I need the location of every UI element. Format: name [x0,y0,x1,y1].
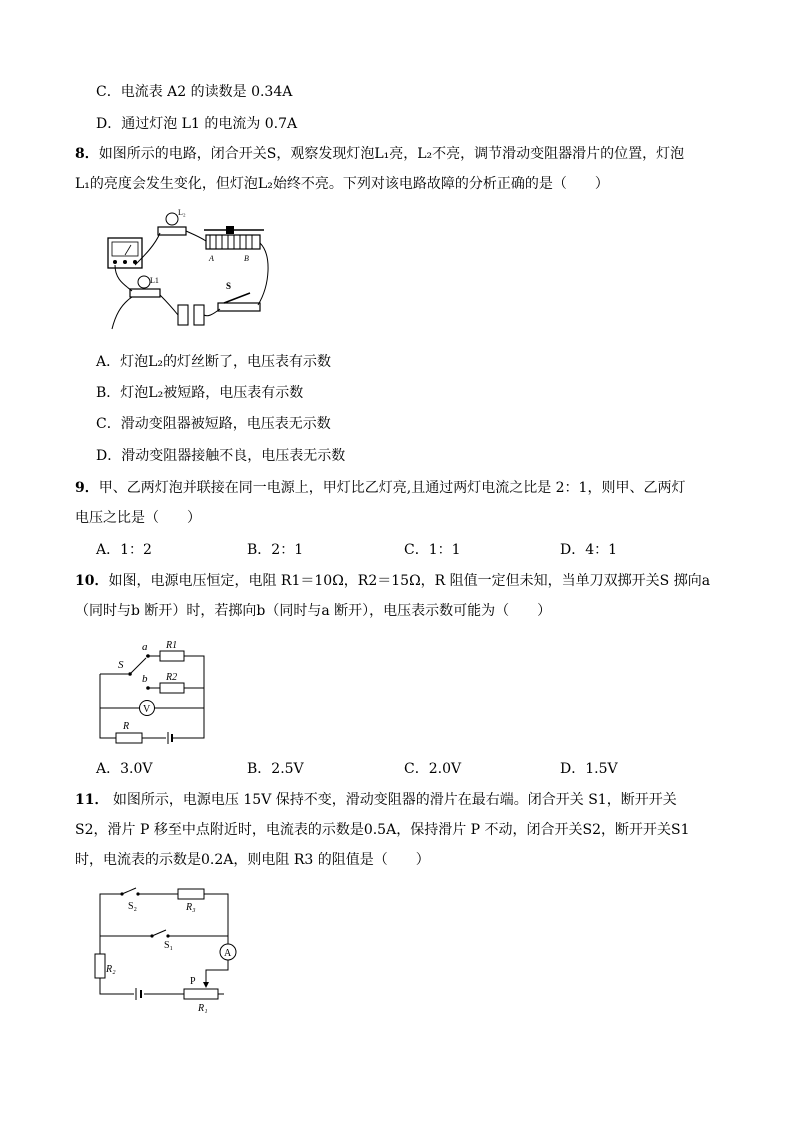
question-11-line-3: 时，电流表的示数是0.2A，则电阻 R3 的阻值是（ ） [75,852,430,868]
question-9-text-1: 甲、乙两灯泡并联接在同一电源上，甲灯比乙灯亮,且通过两灯电流之比是 2：1，则甲、乙两灯 [98,480,686,496]
question-8-number: 8． [75,146,99,162]
label-r2: R2 [166,672,178,683]
question-8-option-b[interactable]: B．灯泡L₂被短路，电压表有示数 [96,385,304,401]
question-9-number: 9． [75,480,99,496]
question-11-line-2: S2，滑片 P 移至中点附近时，电流表的示数是0.5A，保持滑片 P 不动，闭合开关S2，断开开关S1 [75,822,690,838]
question-8-option-d[interactable]: D．滑动变阻器接触不良，电压表无示数 [96,448,346,464]
battery-cells [178,305,204,325]
single-pole-double-throw-switch [118,641,152,690]
question-11-line-1 [75,790,677,810]
question-8-line-2: L₁的亮度会发生变化，但灯泡L₂始终不亮。下列对该电路故障的分析正确的是（ ） [75,176,609,192]
question-9-option-c[interactable]: C．1：1 [404,542,461,558]
question-10-circuit [90,636,215,746]
label-p: P [190,976,196,987]
label-l2: L₂ [178,208,186,217]
label-b: b [142,673,148,685]
lamp-l2 [158,208,186,235]
question-8-option-c[interactable]: C．滑动变阻器被短路，电压表无示数 [96,416,331,432]
label-s: S [118,659,124,671]
prev-option-d: D．通过灯泡 L1 的电流为 0.7A [96,116,298,132]
label-v: V [143,704,151,715]
label-a: A [224,948,232,959]
label-r2: R₂ [106,964,116,975]
label-l1: L1 [150,276,159,285]
battery [168,732,172,744]
question-8-figure [100,205,280,335]
question-11-text-1: 如图所示，电源电压 15V 保持不变，滑动变阻器的滑片在最右端。闭合开关 S1，断开开关 [108,792,677,808]
question-9-option-a[interactable]: A．1：2 [96,542,152,558]
question-9-line-1 [75,478,685,498]
prev-option-c: C．电流表 A2 的读数是 0.34A [96,84,293,100]
resistor-r1 [160,640,184,661]
question-10-option-a[interactable]: A．3.0V [96,761,153,777]
question-8-line-1 [75,144,684,164]
question-10-option-c[interactable]: C．2.0V [404,761,462,777]
battery [136,988,141,1000]
resistor-r [100,721,166,743]
resistor-r2 [95,954,116,978]
voltmeter [140,701,155,716]
label-s: S [226,281,232,291]
label-r1: R₁ [198,1003,208,1014]
question-10-text-1: 如图，电源电压恒定，电阻 R1＝10Ω，R2＝15Ω，R 阻值一定但未知，当单刀双掷开关S 掷向a [108,573,711,589]
switch-s1 [150,930,173,951]
question-10-option-d[interactable]: D．1.5V [560,761,618,777]
question-10-line-2: （同时与b 断开）时，若掷向b（同时与a 断开），电压表示数可能为（ ） [75,603,552,619]
lamp-l1 [130,276,160,297]
label-r1: R1 [166,640,178,651]
question-11-circuit [90,882,245,1014]
rheostat-r1 [184,976,224,1014]
rheostat-device [204,226,264,263]
resistor-r3 [178,889,204,913]
question-8-text-1: 如图所示的电路，闭合开关S，观察发现灯泡L₁亮，L₂不亮，调节滑动变阻器滑片的位置，灯泡 [98,146,685,162]
question-10-number: 10． [75,573,109,589]
label-s2: S₂ [128,901,138,912]
question-8-option-a[interactable]: A．灯泡L₂的灯丝断了，电压表有示数 [96,354,332,370]
question-10-option-b[interactable]: B．2.5V [247,761,304,777]
question-11-number: 11． [75,792,109,808]
switch-s [218,281,260,311]
label-s1: S₁ [164,940,174,951]
switch-s2 [120,888,139,912]
question-9-option-d[interactable]: D．4：1 [560,542,618,558]
label-a: a [142,641,148,653]
question-9-option-b[interactable]: B．2：1 [247,542,304,558]
ammeter [220,944,236,960]
circuit-wires [100,656,204,738]
label-r3: R₃ [186,902,196,913]
question-9-line-2: 电压之比是（ ） [75,510,201,526]
label-b-terminal: B [244,254,249,263]
label-r: R [123,721,130,732]
question-10-line-1 [75,571,710,591]
resistor-r2 [160,672,184,693]
label-a-terminal: A [209,254,214,263]
